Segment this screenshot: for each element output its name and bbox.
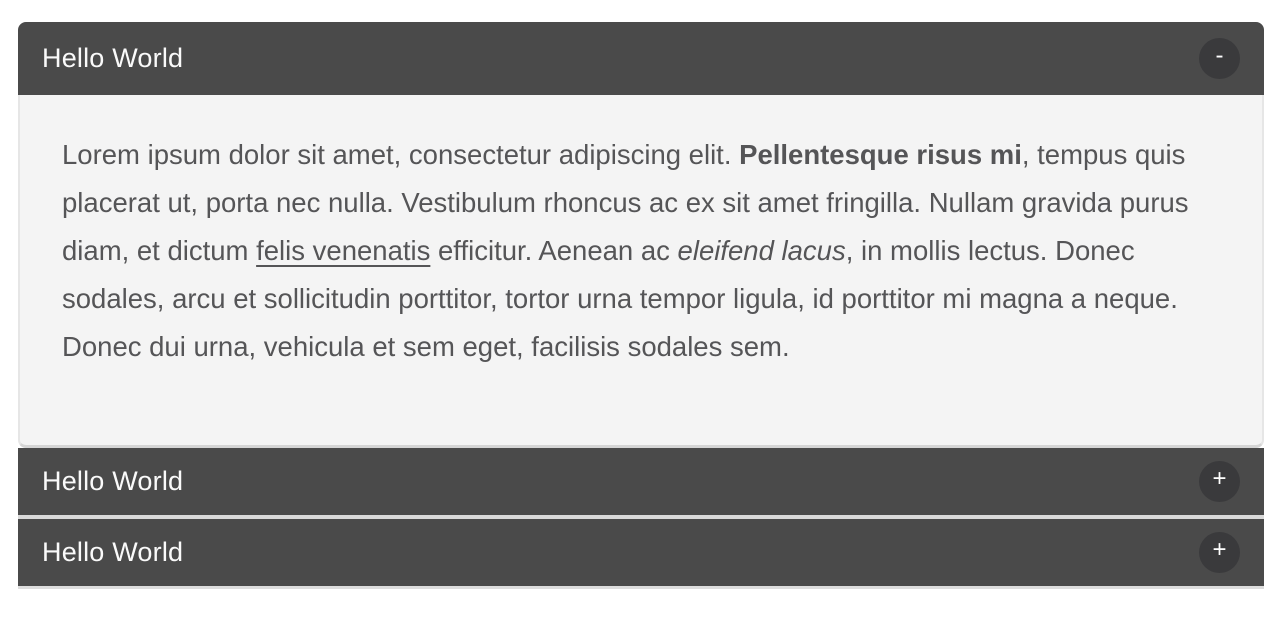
- text-segment-normal: Lorem ipsum dolor sit amet, consectetur adipiscing elit.: [62, 139, 740, 170]
- plus-icon: +: [1212, 535, 1227, 563]
- plus-icon: +: [1212, 464, 1227, 492]
- accordion-title-3: Hello World: [42, 537, 184, 567]
- accordion-section-2: [18, 448, 1264, 519]
- text-segment-normal: , tempus quis placerat ut, porta nec nulla. Vestibulum rhoncus ac ex sit amet fringilla. Nullam gravida purus diam, et dictum: [62, 139, 1189, 266]
- accordion: [18, 22, 1264, 589]
- accordion-section-1: [18, 22, 1264, 448]
- text-segment-underline: felis venenatis: [256, 235, 431, 266]
- text-segment-bold: Pellentesque risus mi: [739, 139, 1022, 170]
- accordion-header-1[interactable]: [18, 22, 1264, 95]
- text-segment-normal: , in mollis lectus. Donec sodales, arcu et sollicitudin porttitor, tortor urna tempor ligula, id porttitor mi magna a neque. Donec dui urna, vehicula et sem eget, facilisis sodales sem.: [62, 235, 1178, 362]
- lorem-paragraph: [62, 131, 1214, 371]
- collapse-toggle-button-1[interactable]: [1199, 38, 1240, 79]
- minus-icon: -: [1215, 41, 1224, 69]
- accordion-title-1: Hello World: [42, 43, 184, 73]
- accordion-header-2[interactable]: [18, 448, 1264, 519]
- expand-toggle-button-3[interactable]: [1199, 532, 1240, 573]
- accordion-header-3[interactable]: [18, 519, 1264, 589]
- accordion-section-3: [18, 519, 1264, 589]
- accordion-panel-1: [18, 95, 1264, 448]
- expand-toggle-button-2[interactable]: [1199, 461, 1240, 502]
- text-segment-italic: eleifend lacus: [677, 235, 846, 266]
- accordion-title-2: Hello World: [42, 466, 184, 496]
- text-segment-normal: efficitur. Aenean ac: [430, 235, 678, 266]
